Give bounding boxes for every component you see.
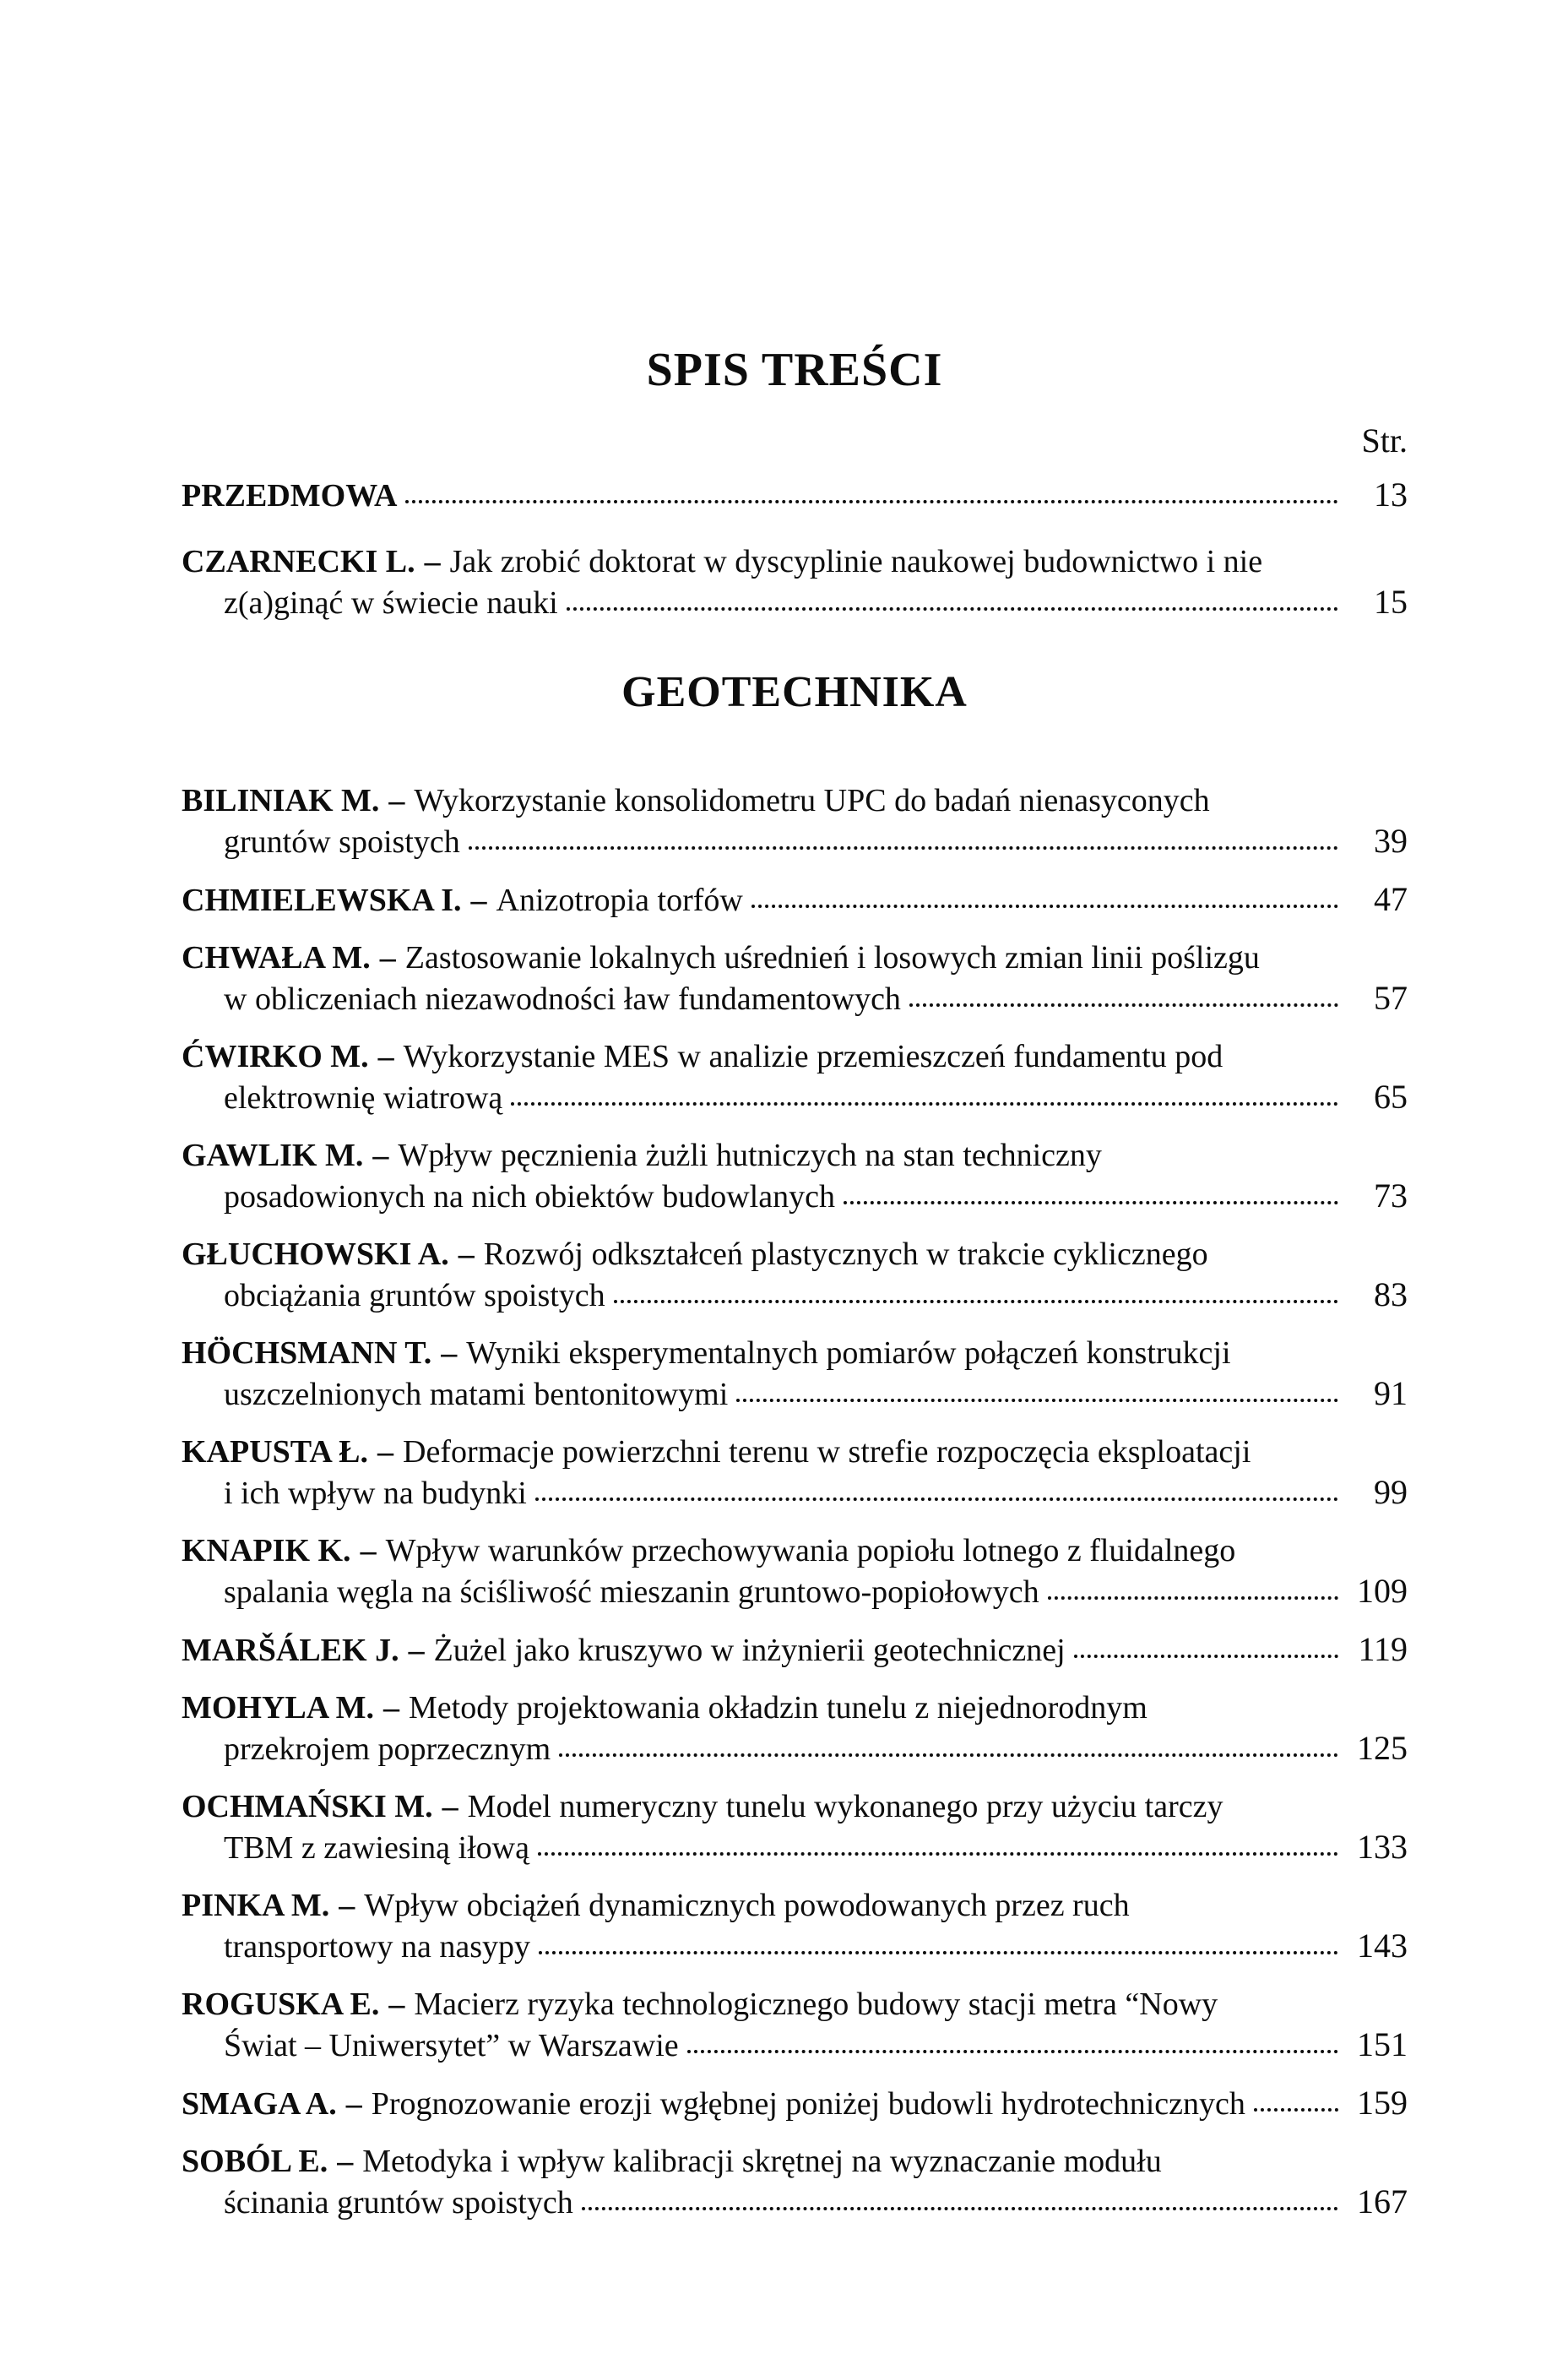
entry-separator: – (377, 1434, 394, 1470)
entry-separator: – (379, 940, 396, 976)
entry-continuation-line (182, 978, 1408, 1019)
entry-title-continuation: ścinania gruntów spoistych (224, 2185, 573, 2220)
entry-line (182, 1885, 1408, 1926)
entry-title-continuation: spalania węgla na ściśliwość mieszanin gruntowo-popiołowych (224, 1574, 1039, 1610)
entry-title: Metodyka i wpływ kalibracji skrętnej na wyznaczanie modułu (362, 2144, 1162, 2179)
entry-line (182, 879, 1408, 921)
entry-continuation-line (182, 2025, 1408, 2066)
entry-separator: – (408, 1633, 425, 1668)
dot-leader (469, 846, 1338, 850)
entry-title: Żużel jako kruszywo w inżynierii geotechnicznej (433, 1633, 1066, 1668)
toc-entry (182, 1786, 1408, 1868)
entry-page-number: 39 (1374, 822, 1408, 860)
page-title: SPIS TREŚCI (646, 344, 943, 396)
dot-leader (751, 905, 1338, 908)
entry-line (182, 1432, 1408, 1472)
entry-continuation-line (182, 1571, 1408, 1612)
entry-page-number: 167 (1357, 2182, 1408, 2220)
dot-leader (511, 1102, 1338, 1106)
entry-continuation-line (182, 2182, 1408, 2223)
entry-author: MARŠÁLEK J. (182, 1633, 399, 1668)
toc-entry (182, 541, 1408, 623)
toc-front-matter (182, 475, 1408, 623)
entry-line (182, 2141, 1408, 2182)
entry-continuation-line (182, 1373, 1408, 1415)
entry-title-continuation: z(a)ginąć w świecie nauki (224, 585, 558, 621)
entry-author: PRZEDMOWA (182, 478, 398, 514)
entry-title-continuation: w obliczeniach niezawodności ław fundamentowych (224, 981, 901, 1017)
entry-author: MOHYLA M. (182, 1690, 374, 1726)
entry-separator: – (442, 1789, 458, 1824)
entry-line (182, 780, 1408, 821)
dot-leader (538, 1852, 1338, 1856)
toc-entry (182, 1036, 1408, 1118)
entry-title-continuation: TBM z zawiesiną iłową (224, 1830, 529, 1866)
toc-section-geotechnika (182, 780, 1408, 2223)
entry-author: GŁUCHOWSKI A. (182, 1237, 449, 1272)
entry-continuation-line (182, 1472, 1408, 1514)
dot-leader (582, 2207, 1338, 2210)
entry-title: Zastosowanie lokalnych uśrednień i losowych zmian linii poślizgu (404, 940, 1260, 976)
entry-author: HÖCHSMANN T. (182, 1335, 432, 1371)
entry-title: Anizotropia torfów (496, 883, 743, 918)
entry-line (182, 1234, 1408, 1275)
entry-title: Wpływ warunków przechowywania popiołu lotnego z fluidalnego (385, 1533, 1236, 1568)
dot-leader (736, 1399, 1338, 1402)
dot-leader (909, 1003, 1338, 1007)
entry-separator: – (377, 1039, 394, 1074)
entry-line (182, 475, 1408, 516)
entry-author: KAPUSTA Ł. (182, 1434, 369, 1470)
toc-entry (182, 1135, 1408, 1217)
toc-entry (182, 1432, 1408, 1514)
entry-continuation-line (182, 582, 1408, 623)
dot-leader (1254, 2108, 1338, 2112)
entry-separator: – (383, 1690, 399, 1726)
dot-leader (539, 1951, 1338, 1954)
entry-page-number: 133 (1357, 1828, 1408, 1866)
entry-author: BILINIAK M. (182, 783, 380, 818)
dot-leader (405, 500, 1338, 503)
entry-line (182, 1135, 1408, 1176)
toc-entry (182, 1530, 1408, 1612)
entry-line (182, 1333, 1408, 1373)
toc-entry (182, 1234, 1408, 1316)
page-column-label: Str. (1361, 421, 1408, 459)
entry-separator: – (345, 2086, 362, 2122)
entry-line (182, 1984, 1408, 2025)
entry-author: CZARNECKI L. (182, 544, 415, 579)
entry-page-number: 125 (1357, 1729, 1408, 1767)
entry-separator: – (372, 1138, 389, 1173)
entry-separator: – (458, 1237, 475, 1272)
entry-page-number: 13 (1374, 476, 1408, 514)
entry-page-number: 151 (1357, 2025, 1408, 2063)
entry-page-number: 119 (1358, 1630, 1408, 1668)
entry-title: Model numeryczny tunelu wykonanego przy użyciu tarczy (467, 1789, 1223, 1824)
entry-author: ROGUSKA E. (182, 1987, 380, 2022)
entry-title: Prognozowanie erozji wgłębnej poniżej budowli hydrotechnicznych (371, 2086, 1245, 2122)
entry-author: OCHMAŃSKI M. (182, 1789, 433, 1824)
entry-page-number: 47 (1374, 880, 1408, 918)
entry-title-continuation: i ich wpływ na budynki (224, 1476, 527, 1511)
entry-separator: – (424, 544, 441, 579)
entry-author: SOBÓL E. (182, 2144, 328, 2179)
entry-page-number: 57 (1374, 979, 1408, 1017)
entry-page-number: 91 (1374, 1374, 1408, 1412)
entry-page-number: 143 (1357, 1927, 1408, 1965)
dot-leader (535, 1497, 1338, 1501)
entry-author: PINKA M. (182, 1888, 330, 1923)
entry-author: GAWLIK M. (182, 1138, 364, 1173)
entry-title: Wykorzystanie konsolidometru UPC do badań nienasyconych (414, 783, 1210, 818)
entry-page-number: 159 (1357, 2084, 1408, 2122)
entry-page-number: 73 (1374, 1177, 1408, 1215)
entry-continuation-line (182, 821, 1408, 862)
entry-line (182, 541, 1408, 582)
entry-separator: – (339, 1888, 355, 1923)
entry-author: CHMIELEWSKA I. (182, 883, 462, 918)
entry-separator: – (360, 1533, 377, 1568)
entry-author: CHWAŁA M. (182, 940, 371, 976)
entry-title: Metody projektowania okładzin tunelu z niejednorodnym (408, 1690, 1148, 1726)
entry-line (182, 2083, 1408, 2124)
dot-leader (1074, 1655, 1338, 1658)
entry-author: SMAGA A. (182, 2086, 337, 2122)
entry-author: KNAPIK K. (182, 1533, 351, 1568)
dot-leader (1048, 1596, 1338, 1600)
entry-title-continuation: Świat – Uniwersytet” w Warszawie (224, 2028, 679, 2063)
entry-continuation-line (182, 1176, 1408, 1217)
toc-entry (182, 938, 1408, 1019)
entry-title: Wpływ obciążeń dynamicznych powodowanych przez ruch (364, 1888, 1130, 1923)
toc-entry (182, 1629, 1408, 1671)
entry-continuation-line (182, 1728, 1408, 1769)
entry-page-number: 15 (1374, 583, 1408, 621)
toc-entry (182, 2141, 1408, 2223)
entry-page-number: 65 (1374, 1078, 1408, 1116)
toc-entry (182, 2083, 1408, 2124)
entry-title-continuation: gruntów spoistych (224, 824, 460, 860)
entry-title-continuation: obciążania gruntów spoistych (224, 1278, 605, 1313)
entry-line (182, 1688, 1408, 1728)
toc-entry (182, 780, 1408, 862)
dot-leader (567, 607, 1338, 611)
entry-continuation-line (182, 1926, 1408, 1967)
entry-continuation-line (182, 1077, 1408, 1118)
toc-entry (182, 879, 1408, 921)
entry-title: Wyniki eksperymentalnych pomiarów połączeń konstrukcji (466, 1335, 1231, 1371)
entry-line (182, 1530, 1408, 1571)
entry-title: Wykorzystanie MES w analizie przemieszczeń fundamentu pod (403, 1039, 1223, 1074)
entry-separator: – (470, 883, 487, 918)
dot-leader (559, 1753, 1338, 1757)
entry-title-continuation: uszczelnionych matami bentonitowymi (224, 1377, 729, 1412)
entry-continuation-line (182, 1827, 1408, 1868)
entry-page-number: 109 (1357, 1572, 1408, 1610)
entry-line (182, 1629, 1408, 1671)
entry-page-number: 83 (1374, 1275, 1408, 1313)
entry-title-continuation: transportowy na nasypy (224, 1929, 531, 1965)
entry-title: Deformacje powierzchni terenu w strefie rozpoczęcia eksploatacji (403, 1434, 1251, 1470)
dot-leader (614, 1300, 1338, 1303)
entry-title: Rozwój odkształceń plastycznych w trakcie cyklicznego (483, 1237, 1208, 1272)
entry-title-continuation: posadowionych na nich obiektów budowlanych (224, 1179, 835, 1215)
section-header: GEOTECHNIKA (621, 668, 968, 716)
dot-leader (844, 1201, 1338, 1204)
dot-leader (687, 2050, 1338, 2053)
entry-line (182, 1036, 1408, 1077)
entry-title: Jak zrobić doktorat w dyscyplinie naukowej budownictwo i nie (449, 544, 1263, 579)
toc-entry (182, 1333, 1408, 1415)
entry-separator: – (337, 2144, 354, 2179)
entry-line (182, 938, 1408, 978)
entry-separator: – (388, 783, 405, 818)
toc-entry (182, 1984, 1408, 2066)
entry-line (182, 1786, 1408, 1827)
entry-continuation-line (182, 1275, 1408, 1316)
toc-entry (182, 1885, 1408, 1967)
entry-title: Macierz ryzyka technologicznego budowy stacji metra “Nowy (414, 1987, 1218, 2022)
entry-separator: – (388, 1987, 405, 2022)
entry-separator: – (441, 1335, 458, 1371)
toc-entry (182, 475, 1408, 516)
entry-page-number: 99 (1374, 1473, 1408, 1511)
toc-entry (182, 1688, 1408, 1769)
entry-title-continuation: przekrojem poprzecznym (224, 1731, 551, 1767)
entry-title: Wpływ pęcznienia żużli hutniczych na stan techniczny (398, 1138, 1102, 1173)
entry-title-continuation: elektrownię wiatrową (224, 1080, 503, 1116)
entry-author: ĆWIRKO M. (182, 1039, 369, 1074)
